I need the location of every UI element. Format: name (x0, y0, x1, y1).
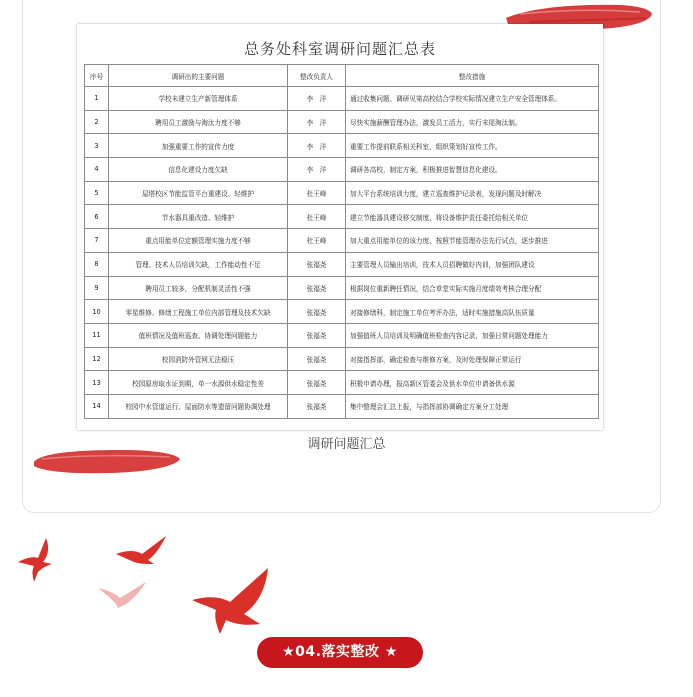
table-row (85, 158, 599, 182)
table-row (85, 276, 599, 300)
row-issue: 管理、技术人员培训欠缺，工作能动性不足 (109, 252, 288, 276)
row-issue: 重点用能单位定额管理实施力度不够 (109, 229, 288, 253)
row-issue: 聘用员工较多，分配机制灵活性不强 (109, 276, 288, 300)
row-issue: 值班情况及值班巡查、协调处理问题能力 (109, 323, 288, 347)
row-index: 11 (85, 323, 109, 347)
row-owner: 杜王峰 (288, 181, 346, 205)
flying-bird-icon (114, 534, 172, 570)
row-measure: 集中整理会汇总上报，与指挥部协调确定方案分工处理 (346, 394, 599, 418)
row-owner: 张福尧 (288, 394, 346, 418)
table-row (85, 110, 599, 134)
row-index: 7 (85, 229, 109, 253)
row-measure: 积极申请办理，报高新区管委会及供水单位申请备供水源 (346, 371, 599, 395)
row-issue: 学校未建立生产新管理体系 (109, 87, 288, 111)
section-badge: ★04.落实整改 ★ (257, 637, 423, 668)
row-owner: 杜王峰 (288, 229, 346, 253)
header-index: 序号 (85, 65, 109, 87)
row-index: 8 (85, 252, 109, 276)
document-image (77, 24, 603, 430)
table-row (85, 87, 599, 111)
row-issue: 校园中水管道运行、屋面防水等遗留问题协调处理 (109, 394, 288, 418)
row-index: 2 (85, 110, 109, 134)
row-owner: 张福尧 (288, 347, 346, 371)
row-measure: 根据岗位重新聘任情况，结合草堂实际实施月度绩效考核合理分配 (346, 276, 599, 300)
row-measure: 通过收集问题、调研见第高校结合学校实际情况建立生产安全管理体系。 (346, 87, 599, 111)
row-index: 10 (85, 300, 109, 324)
row-measure: 对接指挥部，确定检查与维修方案，及时处理保障正常运行 (346, 347, 599, 371)
flying-bird-icon (96, 580, 152, 610)
row-issue: 加强重要工作的宣传力度 (109, 134, 288, 158)
table-row (85, 394, 599, 418)
header-issue: 调研出的主要问题 (109, 65, 288, 87)
flying-bird-icon (190, 566, 278, 636)
row-measure: 建立节能器具建设移交制度，将设备维护责任委托给相关单位 (346, 205, 599, 229)
row-index: 9 (85, 276, 109, 300)
row-owner: 张福尧 (288, 323, 346, 347)
row-index: 5 (85, 181, 109, 205)
table-header-row (85, 65, 599, 87)
table-row (85, 300, 599, 324)
table-row (85, 205, 599, 229)
image-caption: 调研问题汇总 (307, 437, 386, 452)
row-index: 14 (85, 394, 109, 418)
table-row (85, 134, 599, 158)
row-issue: 信息化建设力度欠缺 (109, 158, 288, 182)
table-row (85, 229, 599, 253)
row-index: 6 (85, 205, 109, 229)
header-measure: 整改措施 (346, 65, 599, 87)
header-owner: 整改负责人 (288, 65, 346, 87)
table-row (85, 347, 599, 371)
row-measure: 加大平台系统培训力度，建立巡查维护记录表，发现问题及时解决 (346, 181, 599, 205)
row-owner: 李 洋 (288, 87, 346, 111)
row-issue: 节水器具重改造、轻维护 (109, 205, 288, 229)
row-owner: 李 洋 (288, 158, 346, 182)
row-measure: 主要管理人员输出培训，技术人员招聘做好内训，加强团队建设 (346, 252, 599, 276)
document-title: 总务处科室调研问题汇总表 (243, 40, 436, 58)
row-owner: 张福尧 (288, 276, 346, 300)
table-row (85, 252, 599, 276)
row-issue: 校园原房取水证到期，单一水源供水稳定性差 (109, 371, 288, 395)
table-row (85, 323, 599, 347)
row-owner: 李 洋 (288, 134, 346, 158)
row-owner: 张福尧 (288, 371, 346, 395)
row-issue: 零星维修、修缮工程施工单位内部管理及技术欠缺 (109, 300, 288, 324)
row-index: 1 (85, 87, 109, 111)
row-issue: 聘用员工激励与淘汰力度不够 (109, 110, 288, 134)
table-row (85, 371, 599, 395)
row-measure: 加大重点用能单位的该力度，按照节能管理办法先行试点，逐步推进 (346, 229, 599, 253)
issues-table (84, 64, 599, 419)
flying-bird-icon (16, 534, 58, 584)
row-issue: 屋塔校区节能监管平台重建设、轻维护 (109, 181, 288, 205)
row-issue: 校园消防外管网无法稳压 (109, 347, 288, 371)
row-owner: 张福尧 (288, 300, 346, 324)
row-measure: 加强值班人员培训及明确值班检查内容记录，加强日常问题处理能力 (346, 323, 599, 347)
row-index: 3 (85, 134, 109, 158)
row-measure: 尽快实施薪酬管理办法，激发员工活力，实行末尾淘汰制。 (346, 110, 599, 134)
row-owner: 李 洋 (288, 110, 346, 134)
row-owner: 杜王峰 (288, 205, 346, 229)
row-measure: 重要工作提前联系相关科室，组织策划好宣传工作。 (346, 134, 599, 158)
row-measure: 对接修缮科，制定施工单位考评办法，适时实施措施高队伍质量 (346, 300, 599, 324)
row-measure: 调研各高校，制定方案，积极推进智慧信息化建设。 (346, 158, 599, 182)
table-row (85, 181, 599, 205)
row-index: 4 (85, 158, 109, 182)
row-owner: 张福尧 (288, 252, 346, 276)
row-index: 13 (85, 371, 109, 395)
row-index: 12 (85, 347, 109, 371)
